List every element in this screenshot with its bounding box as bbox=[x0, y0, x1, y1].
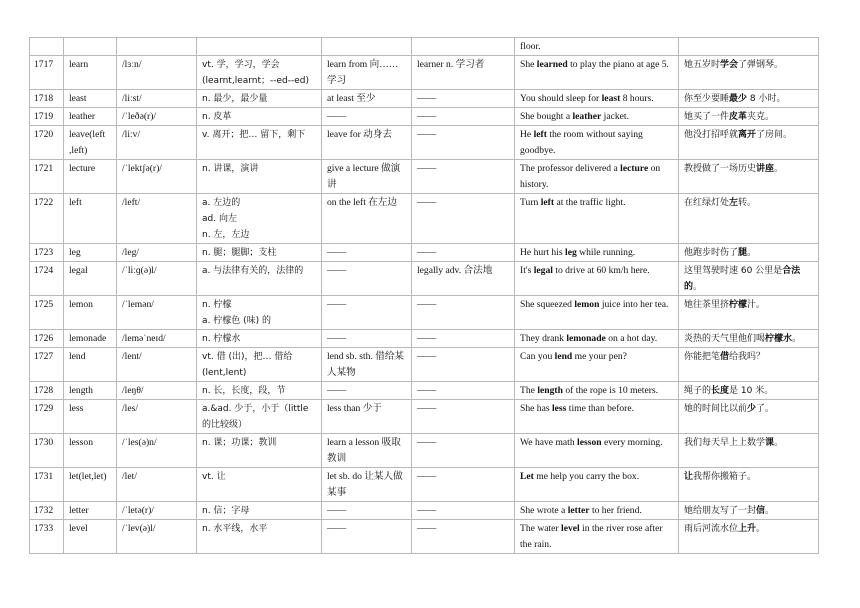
vocabulary-table-body bbox=[30, 38, 819, 554]
example-text: at the traffic light. bbox=[554, 197, 626, 208]
translation-keyword: 合法的 bbox=[684, 266, 801, 292]
cell-phrase: —— bbox=[322, 108, 412, 126]
translation-text: 。 bbox=[774, 164, 784, 174]
example-keyword: Let bbox=[520, 471, 534, 482]
cell-translation bbox=[679, 296, 819, 330]
example-keyword: leg bbox=[565, 247, 577, 258]
cell-number: 1732 bbox=[30, 502, 64, 520]
example-text: to her friend. bbox=[589, 505, 642, 516]
example-keyword: legal bbox=[533, 265, 553, 276]
cell-phrase: —— bbox=[322, 296, 412, 330]
translation-text: 给我吗？ bbox=[729, 352, 766, 362]
cell-number: 1726 bbox=[30, 330, 64, 348]
example-text: They drank bbox=[520, 333, 567, 344]
example-text: every morning. bbox=[601, 437, 663, 448]
cell-example bbox=[515, 244, 679, 262]
example-text: He hurt his bbox=[520, 247, 566, 258]
example-text: on a hot day. bbox=[605, 333, 658, 344]
cell-derived: —— bbox=[412, 108, 515, 126]
cell-example bbox=[515, 108, 679, 126]
cell-translation bbox=[679, 382, 819, 400]
cell-translation bbox=[679, 108, 819, 126]
example-text: juice into her tea. bbox=[599, 299, 669, 310]
continuation-row bbox=[30, 38, 819, 56]
table-row bbox=[30, 262, 819, 296]
cell-phrase: on the left 在左边 bbox=[322, 194, 412, 244]
cell-phrase: let sb. do 让某人做某事 bbox=[322, 468, 412, 502]
vocabulary-table bbox=[29, 37, 819, 554]
cell-number: 1718 bbox=[30, 90, 64, 108]
example-text: She wrote a bbox=[520, 505, 568, 516]
cell-derived: learner n. 学习者 bbox=[412, 56, 515, 90]
table-row bbox=[30, 468, 819, 502]
cell-translation bbox=[679, 262, 819, 296]
table-row bbox=[30, 108, 819, 126]
cell-phonetic: /ˈlektʃə(r)/ bbox=[117, 160, 197, 194]
cell-part-of-speech: a. 左边的 ad. 向左 n. 左，左边 bbox=[197, 194, 322, 244]
translation-text: 她买了一件 bbox=[684, 112, 730, 122]
table-row bbox=[30, 330, 819, 348]
cell-example bbox=[515, 56, 679, 90]
translation-text: 你至少要睡 bbox=[684, 94, 730, 104]
translation-text: 在红绿灯处 bbox=[684, 198, 730, 208]
cell-derived: —— bbox=[412, 520, 515, 554]
cell-part-of-speech: n. 柠檬 a. 柠檬色 (味) 的 bbox=[197, 296, 322, 330]
table-row bbox=[30, 502, 819, 520]
cell-example bbox=[515, 126, 679, 160]
cell-part-of-speech: n. 信；字母 bbox=[197, 502, 322, 520]
example-keyword: level bbox=[561, 523, 580, 534]
cell-translation bbox=[679, 434, 819, 468]
cell-translation bbox=[679, 126, 819, 160]
cell-word: leave(left ,left) bbox=[64, 126, 117, 160]
example-keyword: leather bbox=[572, 111, 602, 122]
cell-phonetic: /ˈlev(ə)l/ bbox=[117, 520, 197, 554]
translation-text: 8 小时。 bbox=[747, 94, 786, 104]
cell-derived: —— bbox=[412, 348, 515, 382]
table-row bbox=[30, 90, 819, 108]
translation-keyword: 少 bbox=[747, 404, 757, 414]
cell-word: leg bbox=[64, 244, 117, 262]
cell-number: 1721 bbox=[30, 160, 64, 194]
cell-part-of-speech: n. 长，长度，段，节 bbox=[197, 382, 322, 400]
cell-derived: —— bbox=[412, 90, 515, 108]
cell-number: 1733 bbox=[30, 520, 64, 554]
table-row bbox=[30, 520, 819, 554]
example-text: She bought a bbox=[520, 111, 573, 122]
cell-example bbox=[515, 468, 679, 502]
example-keyword: length bbox=[537, 385, 563, 396]
table-row bbox=[30, 434, 819, 468]
example-text: You should sleep for bbox=[520, 93, 602, 104]
example-keyword: lecture bbox=[620, 163, 649, 174]
cell-phrase: lend sb. sth. 借给某人某物 bbox=[322, 348, 412, 382]
translation-text: 她给朋友写了一封 bbox=[684, 506, 757, 516]
cell-example bbox=[515, 296, 679, 330]
cell-word: level bbox=[64, 520, 117, 554]
cell-number: 1729 bbox=[30, 400, 64, 434]
table-row bbox=[30, 400, 819, 434]
example-text: of the rope is 10 meters. bbox=[562, 385, 659, 396]
cell-example bbox=[515, 330, 679, 348]
cell-phonetic: /leŋθ/ bbox=[117, 382, 197, 400]
cell-word: lecture bbox=[64, 160, 117, 194]
translation-text: 了弹钢琴。 bbox=[738, 60, 784, 70]
cell-phrase: —— bbox=[322, 502, 412, 520]
cell-part-of-speech: vt. 让 bbox=[197, 468, 322, 502]
cell-number: 1720 bbox=[30, 126, 64, 160]
example-keyword: lemon bbox=[574, 299, 600, 310]
example-text: me help you carry the box. bbox=[533, 471, 640, 482]
cell-part-of-speech: v. 离开；把… 留下，剩下 bbox=[197, 126, 322, 160]
cell-part-of-speech: n. 课；功课；教训 bbox=[197, 434, 322, 468]
cell-translation bbox=[679, 502, 819, 520]
cell-translation bbox=[679, 38, 819, 56]
cell-phonetic: /les/ bbox=[117, 400, 197, 434]
cell-phonetic: /lɜːn/ bbox=[117, 56, 197, 90]
cell-example bbox=[515, 262, 679, 296]
translation-text: 了房间。 bbox=[756, 130, 793, 140]
cell-derived: —— bbox=[412, 468, 515, 502]
cell-example bbox=[515, 520, 679, 554]
cell-word: leather bbox=[64, 108, 117, 126]
cell-phonetic bbox=[117, 38, 197, 56]
cell-part-of-speech: n. 皮革 bbox=[197, 108, 322, 126]
example-text: me your pen? bbox=[572, 351, 627, 362]
cell-translation bbox=[679, 520, 819, 554]
translation-text: 汁。 bbox=[747, 300, 766, 310]
translation-text: 转。 bbox=[738, 198, 757, 208]
translation-text: 他跑步时伤了 bbox=[684, 248, 739, 258]
translation-text: 我们每天早上上数学 bbox=[684, 438, 766, 448]
cell-translation bbox=[679, 244, 819, 262]
translation-text: 他没打招呼就 bbox=[684, 130, 739, 140]
cell-part-of-speech: n. 腿；腿脚；支柱 bbox=[197, 244, 322, 262]
table-row bbox=[30, 348, 819, 382]
cell-part-of-speech: a.&ad. 少于，小于（little 的比较级） bbox=[197, 400, 322, 434]
cell-word: learn bbox=[64, 56, 117, 90]
table-row bbox=[30, 382, 819, 400]
example-keyword: left bbox=[533, 129, 547, 140]
translation-keyword: 皮革 bbox=[729, 112, 748, 122]
translation-keyword: 借 bbox=[720, 352, 730, 362]
cell-phrase: —— bbox=[322, 382, 412, 400]
example-text: We have math bbox=[520, 437, 578, 448]
cell-derived: —— bbox=[412, 502, 515, 520]
cell-number: 1724 bbox=[30, 262, 64, 296]
example-keyword: lend bbox=[554, 351, 573, 362]
cell-part-of-speech: n. 水平线，水平 bbox=[197, 520, 322, 554]
cell-phonetic: /ˈleðə(r)/ bbox=[117, 108, 197, 126]
cell-number: 1730 bbox=[30, 434, 64, 468]
cell-number: 1725 bbox=[30, 296, 64, 330]
cell-phrase: —— bbox=[322, 520, 412, 554]
cell-part-of-speech: vt. 借 (出)，把… 借给 (lent,lent) bbox=[197, 348, 322, 382]
cell-phonetic: /ˈletə(r)/ bbox=[117, 502, 197, 520]
example-text: time than before. bbox=[566, 403, 635, 414]
cell-translation bbox=[679, 348, 819, 382]
cell-example bbox=[515, 194, 679, 244]
example-text: She has bbox=[520, 403, 552, 414]
cell-phonetic: /lent/ bbox=[117, 348, 197, 382]
translation-keyword: 学会 bbox=[720, 60, 739, 70]
cell-phrase: —— bbox=[322, 330, 412, 348]
cell-example bbox=[515, 400, 679, 434]
cell-derived: —— bbox=[412, 330, 515, 348]
cell-number: 1723 bbox=[30, 244, 64, 262]
cell-word: lesson bbox=[64, 434, 117, 468]
cell-derived: —— bbox=[412, 244, 515, 262]
cell-phonetic: /liːv/ bbox=[117, 126, 197, 160]
cell-number: 1722 bbox=[30, 194, 64, 244]
cell-part-of-speech: a. 与法律有关的，法律的 bbox=[197, 262, 322, 296]
example-text: on history. bbox=[520, 163, 661, 190]
cell-phrase bbox=[322, 38, 412, 56]
example-text: to play the piano at age 5. bbox=[567, 59, 669, 70]
example-text: Can you bbox=[520, 351, 555, 362]
cell-word: lemon bbox=[64, 296, 117, 330]
translation-text: 教授做了一场历史 bbox=[684, 164, 757, 174]
translation-text: 雨后河流水位 bbox=[684, 524, 739, 534]
cell-example bbox=[515, 348, 679, 382]
cell-phonetic: /liːst/ bbox=[117, 90, 197, 108]
cell-phrase: leave for 动身去 bbox=[322, 126, 412, 160]
cell-word: left bbox=[64, 194, 117, 244]
translation-text: 夹克。 bbox=[747, 112, 775, 122]
cell-translation bbox=[679, 56, 819, 90]
example-keyword: left bbox=[540, 197, 555, 208]
cell-phrase: learn a lesson 吸取教训 bbox=[322, 434, 412, 468]
example-keyword: letter bbox=[567, 505, 590, 516]
cell-translation bbox=[679, 90, 819, 108]
translation-text: 这里驾驶时速 60 公里是 bbox=[684, 266, 783, 276]
example-keyword: lesson bbox=[577, 437, 602, 448]
cell-word bbox=[64, 38, 117, 56]
cell-phonetic: /let/ bbox=[117, 468, 197, 502]
cell-word: less bbox=[64, 400, 117, 434]
translation-text: 。 bbox=[756, 524, 766, 534]
translation-text: 绳子的 bbox=[684, 386, 712, 396]
translation-text: 。 bbox=[693, 282, 703, 292]
cell-derived: —— bbox=[412, 400, 515, 434]
translation-keyword: 柠檬水 bbox=[765, 334, 793, 344]
example-text: in the river rose after the rain. bbox=[520, 523, 663, 550]
cell-word: legal bbox=[64, 262, 117, 296]
cell-phrase: at least 至少 bbox=[322, 90, 412, 108]
cell-translation bbox=[679, 160, 819, 194]
table-row bbox=[30, 126, 819, 160]
example-text: The professor delivered a bbox=[520, 163, 621, 174]
example-keyword: less bbox=[551, 403, 567, 414]
cell-phonetic: /leməˈneɪd/ bbox=[117, 330, 197, 348]
translation-text: 她往茶里挤 bbox=[684, 300, 730, 310]
example-text: 8 hours. bbox=[620, 93, 654, 104]
translation-keyword: 左 bbox=[729, 198, 739, 208]
translation-text: 。 bbox=[765, 506, 775, 516]
cell-number: 1731 bbox=[30, 468, 64, 502]
translation-keyword: 上升 bbox=[738, 524, 757, 534]
cell-example bbox=[515, 160, 679, 194]
translation-text: 。 bbox=[792, 334, 802, 344]
cell-number: 1717 bbox=[30, 56, 64, 90]
example-keyword: lemonade bbox=[566, 333, 606, 344]
cell-word: lend bbox=[64, 348, 117, 382]
translation-text: 了。 bbox=[756, 404, 775, 414]
cell-derived: —— bbox=[412, 382, 515, 400]
cell-phonetic: /left/ bbox=[117, 194, 197, 244]
cell-derived: —— bbox=[412, 194, 515, 244]
cell-word: letter bbox=[64, 502, 117, 520]
translation-keyword: 柠檬 bbox=[729, 300, 748, 310]
cell-example bbox=[515, 502, 679, 520]
table-row bbox=[30, 244, 819, 262]
cell-phrase: learn from 向……学习 bbox=[322, 56, 412, 90]
cell-part-of-speech bbox=[197, 38, 322, 56]
example-text: to drive at 60 km/h here. bbox=[552, 265, 650, 276]
translation-text: 。 bbox=[774, 438, 784, 448]
cell-part-of-speech: n. 讲课，演讲 bbox=[197, 160, 322, 194]
cell-derived: —— bbox=[412, 434, 515, 468]
cell-phrase: —— bbox=[322, 262, 412, 296]
cell-word: lemonade bbox=[64, 330, 117, 348]
cell-number: 1728 bbox=[30, 382, 64, 400]
translation-text: 是 10 米。 bbox=[729, 386, 774, 396]
cell-translation bbox=[679, 330, 819, 348]
translation-keyword: 最少 bbox=[729, 94, 748, 104]
table-row bbox=[30, 194, 819, 244]
translation-text: 炎热的天气里他们喝 bbox=[684, 334, 766, 344]
cell-number bbox=[30, 38, 64, 56]
cell-example bbox=[515, 434, 679, 468]
cell-part-of-speech: vt. 学，学习，学会 (learnt,learnt；--ed--ed) bbox=[197, 56, 322, 90]
translation-keyword: 讲座 bbox=[756, 164, 775, 174]
example-text: She squeezed bbox=[520, 299, 575, 310]
table-row bbox=[30, 56, 819, 90]
translation-text: 你能把笔 bbox=[684, 352, 721, 362]
cell-part-of-speech: n. 柠檬水 bbox=[197, 330, 322, 348]
cell-translation bbox=[679, 468, 819, 502]
cell-part-of-speech: n. 最少，最少量 bbox=[197, 90, 322, 108]
cell-derived: legally adv. 合法地 bbox=[412, 262, 515, 296]
table-row bbox=[30, 296, 819, 330]
translation-keyword: 让 bbox=[684, 472, 694, 482]
example-text: while running. bbox=[576, 247, 636, 258]
cell-example bbox=[515, 382, 679, 400]
translation-text: 她的时间比以前 bbox=[684, 404, 748, 414]
translation-keyword: 离开 bbox=[738, 130, 757, 140]
translation-text: 我帮你搬箱子。 bbox=[693, 472, 757, 482]
cell-number: 1727 bbox=[30, 348, 64, 382]
example-keyword: least bbox=[601, 93, 621, 104]
translation-text: 。 bbox=[747, 248, 757, 258]
example-text: She bbox=[520, 59, 537, 70]
translation-keyword: 腿 bbox=[738, 248, 748, 258]
cell-example bbox=[515, 90, 679, 108]
cell-phrase: —— bbox=[322, 244, 412, 262]
table-row bbox=[30, 160, 819, 194]
cell-example: floor. bbox=[515, 38, 679, 56]
example-text: jacket. bbox=[601, 111, 629, 122]
cell-phonetic: /leg/ bbox=[117, 244, 197, 262]
translation-keyword: 长度 bbox=[711, 386, 730, 396]
cell-phonetic: /ˈlemən/ bbox=[117, 296, 197, 330]
cell-translation bbox=[679, 400, 819, 434]
cell-translation bbox=[679, 194, 819, 244]
cell-derived: —— bbox=[412, 296, 515, 330]
cell-word: let(let,let) bbox=[64, 468, 117, 502]
example-text: The bbox=[520, 385, 538, 396]
example-text: Turn bbox=[520, 197, 541, 208]
cell-phrase: give a lecture 做演讲 bbox=[322, 160, 412, 194]
cell-phonetic: /ˈliːɡ(ə)l/ bbox=[117, 262, 197, 296]
cell-derived: —— bbox=[412, 160, 515, 194]
cell-derived bbox=[412, 38, 515, 56]
example-text: The water bbox=[520, 523, 562, 534]
cell-word: least bbox=[64, 90, 117, 108]
translation-keyword: 课 bbox=[765, 438, 775, 448]
cell-derived: —— bbox=[412, 126, 515, 160]
cell-phrase: less than 少于 bbox=[322, 400, 412, 434]
cell-number: 1719 bbox=[30, 108, 64, 126]
translation-keyword: 信 bbox=[756, 506, 766, 516]
example-text: the room without saying goodbye. bbox=[520, 129, 643, 156]
example-text: He bbox=[520, 129, 534, 140]
example-text: It's bbox=[520, 265, 534, 276]
example-keyword: learned bbox=[536, 59, 568, 70]
cell-phonetic: /ˈles(ə)n/ bbox=[117, 434, 197, 468]
translation-text: 她五岁时 bbox=[684, 60, 721, 70]
cell-word: length bbox=[64, 382, 117, 400]
